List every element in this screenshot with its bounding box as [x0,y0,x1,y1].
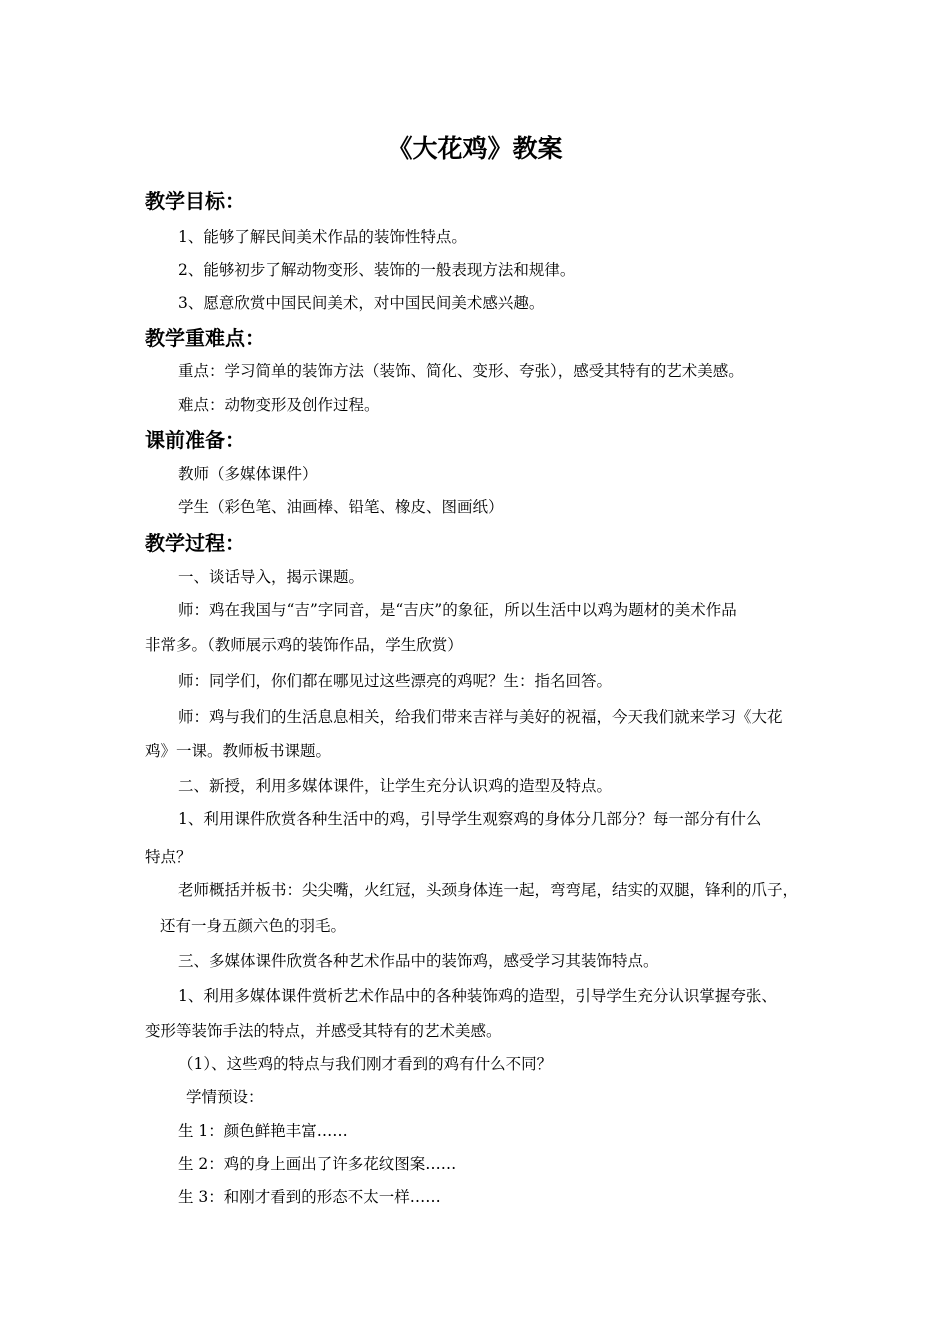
process-line: 师：同学们，你们都在哪见过这些漂亮的鸡呢？生：指名回答。 [178,672,613,690]
preparation-teacher: 教师（多媒体课件） [178,465,318,483]
process-line: 非常多。（教师展示鸡的装饰作品，学生欣赏） [145,636,463,654]
key-point-focus: 重点：学习简单的装饰方法（装饰、简化、变形、夸张），感受其特有的艺术美感。 [178,362,744,380]
heading-goals: 教学目标： [145,189,245,213]
goal-item-2: 2、能够初步了解动物变形、装饰的一般表现方法和规律。 [178,261,576,279]
process-line: 师：鸡与我们的生活息息相关，给我们带来吉祥与美好的祝福，今天我们就来学习《大花 [178,708,783,726]
heading-process: 教学过程： [145,531,245,555]
process-line: 二、新授，利用多媒体课件，让学生充分认识鸡的造型及特点。 [178,777,613,795]
process-line: 生 1：颜色鲜艳丰富…… [178,1122,348,1140]
process-line: 还有一身五颜六色的羽毛。 [160,917,347,935]
process-line: 变形等装饰手法的特点，并感受其特有的艺术美感。 [145,1022,502,1040]
document-title: 《大花鸡》教案 [387,134,563,163]
goal-item-1: 1、能够了解民间美术作品的装饰性特点。 [178,228,467,246]
process-line: 老师概括并板书：尖尖嘴，火红冠，头颈身体连一起，弯弯尾，结实的双腿，锋利的爪子， [178,881,799,899]
process-line: 1、利用多媒体课件赏析艺术作品中的各种装饰鸡的造型，引导学生充分认识掌握夸张、 [178,987,777,1005]
process-line: 一、谈话导入，揭示课题。 [178,568,365,586]
process-line: 三、多媒体课件欣赏各种艺术作品中的装饰鸡，感受学习其装饰特点。 [178,952,659,970]
process-line: 1、利用课件欣赏各种生活中的鸡，引导学生观察鸡的身体分几部分？每一部分有什么 [178,810,762,828]
heading-preparation: 课前准备： [145,428,245,452]
heading-key-points: 教学重难点： [145,326,265,350]
goal-item-3: 3、愿意欣赏中国民间美术，对中国民间美术感兴趣。 [178,294,545,312]
process-line: 鸡》一课。教师板书课题。 [145,742,332,760]
process-line: 学情预设： [186,1088,264,1106]
process-line: 特点？ [145,848,192,866]
process-line: 生 2：鸡的身上画出了许多花纹图案…… [178,1155,457,1173]
process-line: 生 3：和刚才看到的形态不太一样…… [178,1188,441,1206]
key-point-difficulty: 难点：动物变形及创作过程。 [178,396,380,414]
process-line: （1）、这些鸡的特点与我们刚才看到的鸡有什么不同？ [178,1055,553,1073]
process-line: 师：鸡在我国与“吉”字同音，是“吉庆”的象征，所以生活中以鸡为题材的美术作品 [178,601,737,619]
preparation-student: 学生（彩色笔、油画棒、铅笔、橡皮、图画纸） [178,498,504,516]
